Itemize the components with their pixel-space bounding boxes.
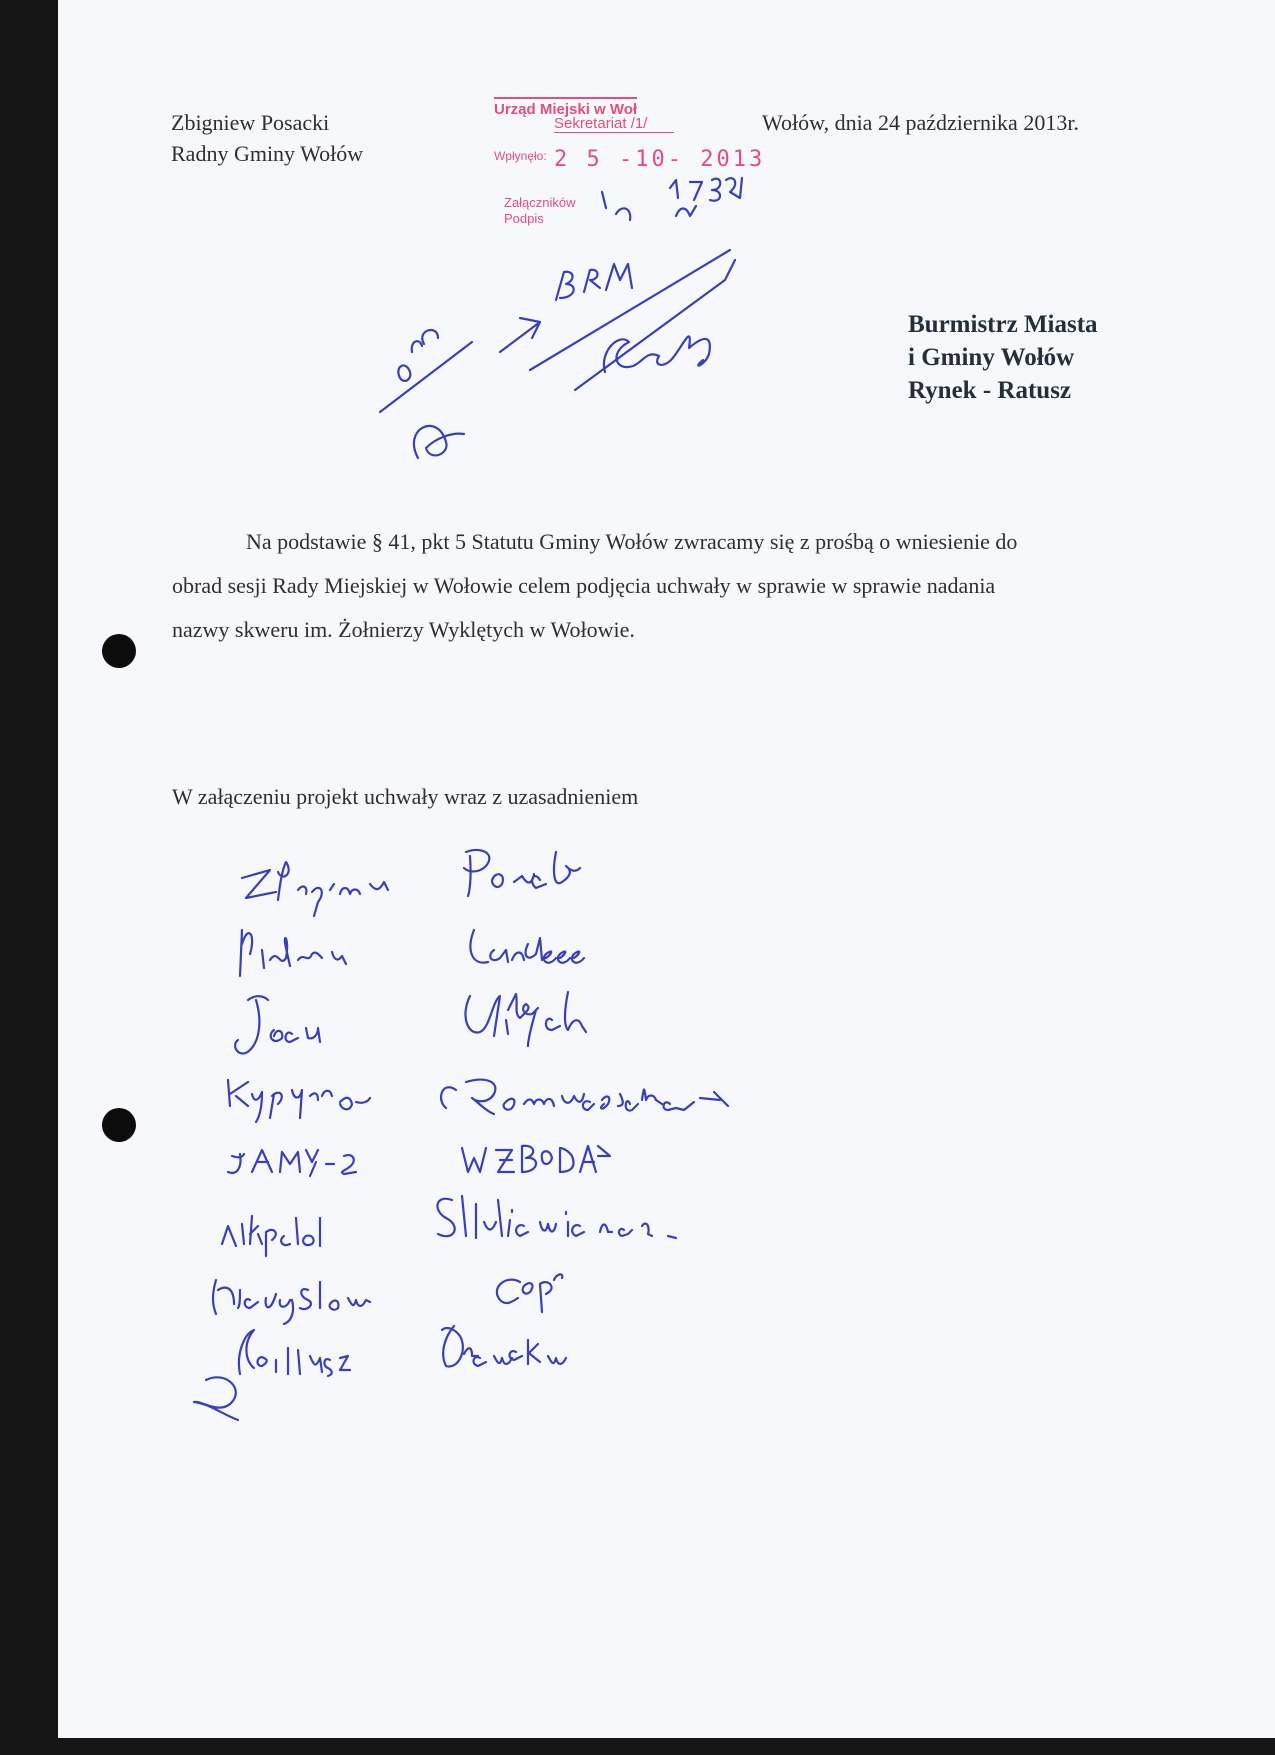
date-line: Wołów, dnia 24 października 2013r. [762,110,1079,135]
body-line-3: nazwy skweru im. Żołnierzy Wyklętych w Wołowie. [172,617,635,642]
signature-1-first [242,862,388,916]
body-line-2: obrad sesji Rady Miejskiej w Wołowie celem podjęcia uchwały w sprawie w sprawie nadania [172,573,996,598]
stamp-initial-mark [602,192,696,220]
stamp-department: Sekretariat /1/ [554,115,674,133]
stamp-handwritten-number [670,178,742,201]
signature-3-first [235,996,320,1053]
annotation-brm [556,264,632,300]
signature-2-last [470,930,584,963]
signature-1-last [464,850,580,896]
addressee-line-2: i Gminy Wołów [908,344,1075,371]
annotation-initials [604,336,710,372]
signature-4-last [441,1080,728,1114]
attachment-note: W załączeniu projekt uchwały wraz z uzasadnieniem [172,784,639,809]
signature-4-first [228,1080,370,1122]
sender-name: Zbigniew Posacki [171,110,330,135]
signature-6-first [222,1216,320,1256]
signature-5-last [462,1146,610,1172]
signature-8-first [194,1330,350,1420]
signature-3-last [465,992,586,1046]
signature-6-last [437,1196,676,1238]
body-line-1: Na podstawie § 41, pkt 5 Statutu Gminy Wołów zwracamy się z prośbą o wniesienie do [246,529,1018,554]
addressee-line-1: Burmistrz Miasta [908,311,1098,338]
annotation-strike-1 [380,342,472,412]
annotation-loop [414,426,464,458]
annotation-strike-2 [530,250,730,370]
signature-8-last [442,1326,566,1367]
sender-title: Radny Gminy Wołów [171,141,364,166]
stamp-received-label: Wpłynęło: [494,149,547,163]
signature-7-first [213,1280,370,1324]
stamp-attachments-label: Załączników [504,195,576,210]
stamp-office: Urząd Miejski w Woł [494,97,637,118]
signature-5-first [228,1150,356,1176]
addressee-line-3: Rynek - Ratusz [908,377,1072,404]
annotation-arrow [500,318,540,352]
signature-7-last [497,1274,562,1312]
annotation-strike-3 [575,260,735,390]
signature-2-first [240,930,346,976]
stamp-signature-label: Podpis [504,211,544,226]
stamp-received-date: 2 5 -10- 2013 [554,147,766,172]
